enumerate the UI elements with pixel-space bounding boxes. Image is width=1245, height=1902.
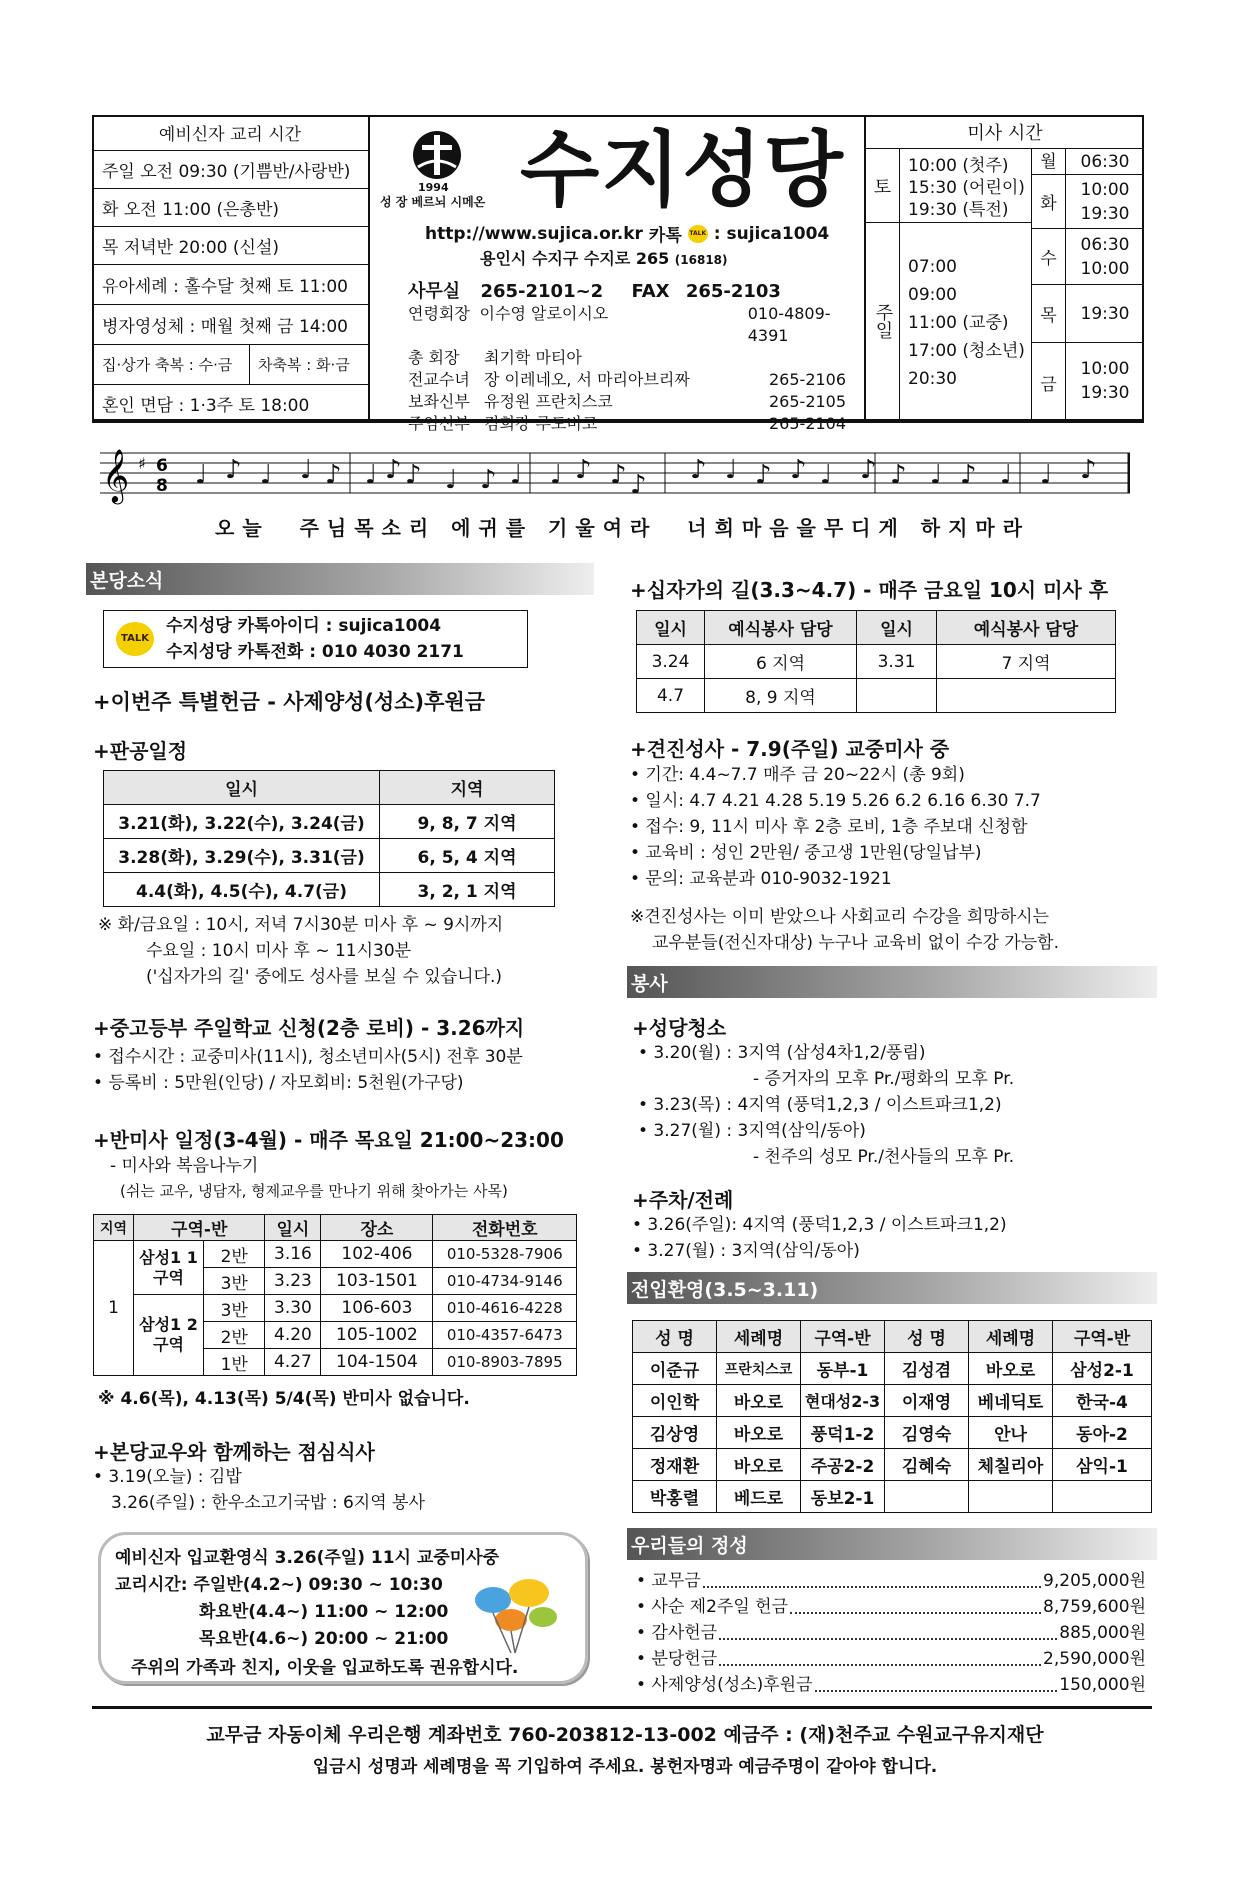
weekday-row	[1032, 285, 1144, 343]
lunch-title: +본당교우와 함께하는 점심식사	[93, 1440, 375, 1464]
sat-label: 토	[866, 149, 900, 223]
info-line: • 3.23(목) : 4지역 (풍덕1,2,3 / 이스트파크1,2)	[638, 1095, 1002, 1115]
district-cell: 한국-4	[1053, 1385, 1152, 1417]
kakao-box	[103, 610, 528, 668]
region-cell	[937, 679, 1116, 713]
svg-text:♩: ♩	[300, 455, 313, 485]
staff-role: 보좌신부	[408, 392, 470, 411]
svg-text:♪: ♪	[860, 455, 877, 485]
staff-phone: 010-4809-4391	[747, 304, 831, 345]
col-header: 일시	[265, 1215, 321, 1241]
mass-time: 10:00	[1080, 180, 1130, 200]
staff-name: 장 이레네오, 서 마리아브리짜	[484, 370, 690, 389]
schedule-row: 목 저녁반 20:00 (신설)	[92, 227, 368, 265]
info-line: • 3.27(월) : 3지역(삼익/동아)	[632, 1241, 860, 1261]
mass-times	[864, 115, 1144, 423]
baptism-cell: 안나	[969, 1417, 1053, 1449]
name-cell: 김혜숙	[885, 1449, 969, 1481]
staff-role: 총 회장	[408, 348, 460, 367]
confirmation-note	[630, 904, 1059, 956]
offering-row	[636, 1646, 1146, 1672]
col-header: 지역	[94, 1215, 134, 1241]
district-cell	[1053, 1481, 1152, 1513]
date-cell: 3.30	[265, 1295, 321, 1322]
time-sig-top: 6	[156, 456, 168, 476]
info-line: • 문의: 교육분과 010-9032-1921	[630, 869, 892, 889]
offering-label: • 사순 제2주일 헌금	[636, 1597, 789, 1617]
svg-text:♩: ♩	[725, 455, 738, 485]
table-row	[94, 1241, 577, 1268]
parish-news-bar: 본당소식	[86, 563, 594, 595]
mass-time: 06:30	[1080, 235, 1130, 255]
blessing-row	[92, 345, 368, 385]
mass-time: 19:30	[1080, 303, 1130, 324]
mass-time: 07:00	[908, 257, 957, 277]
region-cell: 7 지역	[937, 645, 1116, 679]
address-text: 용인시 수지구 수지로 265	[480, 249, 670, 268]
col-header: 성 명	[885, 1321, 969, 1353]
date-cell: 3.16	[265, 1241, 321, 1268]
col-header: 성 명	[633, 1321, 717, 1353]
sun-label: 주일	[866, 223, 900, 419]
staff-phone: 265-2105	[769, 392, 847, 411]
address	[480, 246, 728, 269]
region-cell: 8, 9 지역	[705, 679, 857, 713]
staff-phone: 265-2104	[769, 414, 847, 433]
offering-row	[636, 1594, 1146, 1620]
svg-text:♩: ♩	[930, 460, 943, 490]
sunday-school-info	[93, 1044, 523, 1096]
table-row	[94, 1295, 577, 1322]
info-line: - 증거자의 모후 Pr./평화의 모후 Pr.	[753, 1069, 1015, 1089]
col-header: 예식봉사 담당	[705, 611, 857, 645]
weekday-row	[1032, 343, 1144, 421]
svg-text:♪: ♪	[890, 460, 907, 490]
district-cell: 삼성1 2구역	[134, 1295, 204, 1376]
date-cell: 3.24	[637, 645, 705, 679]
mass-time: 09:00	[908, 285, 957, 305]
weekday-label: 목	[1032, 285, 1066, 342]
info-line: • 기간: 4.4~7.7 매주 금 20~22시 (총 9회)	[630, 765, 965, 785]
phone-cell: 010-5328-7906	[433, 1241, 577, 1268]
table-row	[633, 1353, 1152, 1385]
svg-text:♪: ♪	[480, 465, 497, 495]
zip-code: (16818)	[674, 253, 728, 267]
svg-text:♪: ♪	[575, 455, 592, 485]
patron-saint: 성 장 베르뇌 시메온	[380, 195, 486, 209]
col-header: 구역-반	[134, 1215, 265, 1241]
cleaning-title: +성당청소	[632, 1016, 727, 1040]
svg-text:♪: ♪	[405, 460, 422, 490]
offering-row	[636, 1672, 1146, 1698]
offering-label: • 사제양성(성소)후원금	[636, 1675, 813, 1695]
mass-time: 10:00 (첫주)	[908, 156, 1009, 176]
kakao-id: : sujica1004	[713, 223, 830, 244]
welcome-line: 목요반(4.6~) 20:00 ~ 21:00	[199, 1629, 449, 1649]
mass-time: 19:30	[1080, 383, 1130, 403]
table-row	[637, 645, 1116, 679]
region-cell: 6, 5, 4 지역	[380, 839, 555, 873]
mass-time: 10:00	[1080, 259, 1130, 279]
name-cell: 김성겸	[885, 1353, 969, 1385]
weekday-row	[1032, 149, 1144, 175]
welcome-line: 주위의 가족과 친지, 이웃을 입교하도록 권유합시다.	[131, 1658, 519, 1678]
weekday-label: 금	[1032, 343, 1066, 421]
svg-text:♩: ♩	[445, 465, 458, 495]
founding-year: 1994	[418, 181, 449, 194]
date-cell: 3.23	[265, 1268, 321, 1295]
staff-row	[408, 347, 864, 369]
info-line: • 접수시간 : 교중미사(11시), 청소년미사(5시) 전후 30분	[93, 1047, 523, 1067]
region-cell: 3, 2, 1 지역	[380, 873, 555, 907]
col-header: 일시	[857, 611, 937, 645]
ban-mass-title: +반미사 일정(3-4월) - 매주 목요일 21:00~23:00	[93, 1128, 564, 1152]
saturday-mass	[866, 149, 1032, 223]
confession-notes	[98, 912, 503, 990]
schedule-row: 화 오전 11:00 (은총반)	[92, 189, 368, 227]
date-cell: 4.7	[637, 679, 705, 713]
confession-table	[103, 770, 555, 907]
region-cell: 6 지역	[705, 645, 857, 679]
staff-role: 연령회장	[408, 304, 470, 323]
svg-text:♪: ♪	[755, 460, 772, 490]
weekday-label: 월	[1032, 149, 1066, 174]
info-line: • 3.20(월) : 3지역 (삼성4차1,2/풍림)	[638, 1043, 926, 1063]
date-cell	[857, 679, 937, 713]
offering-amount: 2,590,000원	[1043, 1649, 1146, 1669]
ban-cell: 3반	[204, 1295, 265, 1322]
info-line: - 천주의 성모 Pr./천사들의 모후 Pr.	[753, 1147, 1015, 1167]
col-header: 세례명	[969, 1321, 1053, 1353]
date-cell: 3.28(화), 3.29(수), 3.31(금)	[104, 839, 380, 873]
mass-time: 17:00 (청소년)	[908, 341, 1025, 361]
sunday-mass	[866, 223, 1032, 419]
ban-mass-sub: (쉬는 교우, 냉담자, 형제교우를 만나기 위해 찾아가는 사목)	[120, 1182, 508, 1200]
mass-time: 15:30 (어린이)	[908, 178, 1025, 198]
offerings-list	[636, 1568, 1146, 1698]
mass-time: 19:30	[1080, 204, 1130, 224]
district-cell: 삼성2-1	[1053, 1353, 1152, 1385]
staff-list	[408, 303, 864, 435]
region-cell: 1	[94, 1241, 134, 1376]
table-row	[637, 679, 1116, 713]
staff-phone: 265-2106	[769, 370, 847, 389]
staff-role: 전교수녀	[408, 370, 470, 389]
table-row	[104, 873, 555, 907]
district-cell: 삼익-1	[1053, 1449, 1152, 1481]
sunday-school-title: +중고등부 주일학교 신청(2층 로비) - 3.26까지	[93, 1016, 525, 1040]
stations-table	[636, 610, 1116, 713]
phone-cell: 010-4734-9146	[433, 1268, 577, 1295]
name-cell: 김상영	[633, 1417, 717, 1449]
baptism-cell	[969, 1481, 1053, 1513]
offerings-bar: 우리들의 정성	[627, 1528, 1157, 1560]
baptism-cell: 바오로	[717, 1385, 801, 1417]
svg-text:♪: ♪	[385, 455, 402, 485]
kakao-id-line: 수지성당 카톡아이디 : sujica1004	[166, 616, 442, 636]
note-line: ※ 화/금요일 : 10시, 저녁 7시30분 미사 후 ~ 9시까지	[98, 915, 504, 935]
fax-label: FAX	[631, 281, 670, 302]
offering-row	[636, 1620, 1146, 1646]
date-cell: 4.27	[265, 1349, 321, 1376]
newcomer-table	[632, 1320, 1152, 1513]
special-collection: +이번주 특별헌금 - 사제양성(성소)후원금	[93, 690, 486, 714]
ban-cell: 2반	[204, 1241, 265, 1268]
footer-note: 입금시 성명과 세례명을 꼭 기입하여 주세요. 봉헌자명과 예금주명이 같아야 합니다.	[312, 1757, 938, 1777]
svg-text:♪: ♪	[325, 460, 342, 490]
name-cell: 박홍렬	[633, 1481, 717, 1513]
svg-text:♪: ♪	[630, 470, 647, 500]
baptism-cell: 바오로	[717, 1417, 801, 1449]
staff-row	[408, 413, 864, 435]
info-line: • 등록비 : 5만원(인당) / 자모회비: 5천원(가구당)	[93, 1073, 464, 1093]
weekday-row	[1032, 175, 1144, 229]
kakao-icon: TALK	[688, 225, 708, 243]
sharp-icon: ♯	[138, 454, 146, 473]
svg-text:♩: ♩	[195, 460, 208, 490]
place-cell: 104-1504	[321, 1349, 433, 1376]
district-cell: 동보2-1	[801, 1481, 885, 1513]
offering-amount: 8,759,600원	[1043, 1597, 1146, 1617]
sat-times	[908, 155, 1025, 221]
staff-name: 이수영 알로이시오	[479, 304, 609, 323]
district-cell: 주공2-2	[801, 1449, 885, 1481]
offering-label: • 감사헌금	[636, 1623, 718, 1643]
table-row	[104, 805, 555, 839]
name-cell	[885, 1481, 969, 1513]
office-phone: 265-2101~2	[480, 281, 604, 302]
weekday-label: 수	[1032, 229, 1066, 284]
music-staff	[100, 445, 1130, 505]
district-cell: 삼성1 1구역	[134, 1241, 204, 1295]
welcome-line: 화요반(4.4~) 11:00 ~ 12:00	[199, 1602, 449, 1622]
table-row	[104, 839, 555, 873]
svg-text:♪: ♪	[790, 455, 807, 485]
date-cell: 3.21(화), 3.22(수), 3.24(금)	[104, 805, 380, 839]
svg-text:♩: ♩	[550, 460, 563, 490]
note-line: 교우분들(전신자대상) 누구나 교육비 없이 수강 가능함.	[652, 933, 1059, 953]
col-header: 세례명	[717, 1321, 801, 1353]
col-header: 지역	[380, 771, 555, 805]
catechism-schedule	[92, 115, 370, 423]
stations-title: +십자가의 길(3.3~4.7) - 매주 금요일 10시 미사 후	[630, 578, 1109, 602]
svg-text:♪: ♪	[690, 455, 707, 485]
mass-time: 20:30	[908, 369, 957, 389]
fax-number: 265-2103	[685, 281, 781, 302]
district-cell: 풍덕1-2	[801, 1417, 885, 1449]
col-header: 구역-반	[1053, 1321, 1152, 1353]
mass-time: 11:00 (교중)	[908, 313, 1009, 333]
table-row	[633, 1481, 1152, 1513]
col-header: 예식봉사 담당	[937, 611, 1116, 645]
svg-text:♩: ♩	[260, 460, 273, 490]
confession-title: +판공일정	[93, 739, 188, 763]
offering-label: • 교무금	[636, 1571, 701, 1591]
col-header: 장소	[321, 1215, 433, 1241]
music-lyrics: 오늘 주님목소리 에귀를 기울여라 너희마음을무디게 하지마라	[215, 516, 1031, 540]
info-line: • 접수: 9, 11시 미사 후 2층 로비, 1층 주보대 신청함	[630, 817, 1028, 837]
welcome-line: 예비신자 입교환영식 3.26(주일) 11시 교중미사중	[115, 1548, 499, 1568]
staff-row	[408, 369, 864, 391]
contact-line	[425, 221, 829, 246]
ban-mass-table	[93, 1214, 577, 1376]
col-header: 전화번호	[433, 1215, 577, 1241]
confirmation-title: +견진성사 - 7.9(주일) 교중미사 중	[630, 737, 950, 761]
footer-divider	[92, 1706, 1152, 1709]
baptism-cell: 프란치스코	[717, 1353, 801, 1385]
ban-cell: 1반	[204, 1349, 265, 1376]
phone-cell: 010-4616-4228	[433, 1295, 577, 1322]
col-header: 일시	[104, 771, 380, 805]
website-link[interactable]: http://www.sujica.or.kr	[425, 223, 643, 244]
schedule-row: 주일 오전 09:30 (기쁨반/사랑반)	[92, 151, 368, 189]
svg-text:♪: ♪	[960, 460, 977, 490]
baptism-cell: 바오로	[717, 1449, 801, 1481]
region-cell: 9, 8, 7 지역	[380, 805, 555, 839]
date-cell: 3.31	[857, 645, 937, 679]
staff-row	[408, 303, 864, 347]
note-line: 수요일 : 10시 미사 후 ~ 11시30분	[146, 941, 412, 961]
col-header: 일시	[637, 611, 705, 645]
weekday-mass	[1032, 149, 1144, 421]
date-cell: 4.4(화), 4.5(수), 4.7(금)	[104, 873, 380, 907]
district-cell: 동부-1	[801, 1353, 885, 1385]
staff-row	[408, 391, 864, 413]
info-line: • 교육비 : 성인 2만원/ 중고생 1만원(당일납부)	[630, 843, 982, 863]
table-row	[633, 1449, 1152, 1481]
weekday-label: 화	[1032, 175, 1066, 228]
time-sig-bottom: 8	[156, 476, 168, 496]
welcome-line	[115, 1570, 443, 1595]
table-row	[633, 1385, 1152, 1417]
car-blessing: 차축복 : 화·금	[258, 356, 350, 374]
staff-role: 주임신부	[408, 414, 470, 433]
district-cell: 현대성2-3	[801, 1385, 885, 1417]
baptism-cell: 바오로	[969, 1353, 1053, 1385]
newcomer-bar: 전입환영(3.5~3.11)	[627, 1272, 1157, 1304]
house-blessing: 집·상가 축복 : 수·금	[92, 345, 250, 384]
district-cell: 동아-2	[1053, 1417, 1152, 1449]
schedule-row: 혼인 면담 : 1·3주 토 18:00	[102, 395, 310, 416]
staff-name: 유정원 프란치스코	[484, 392, 613, 411]
church-name: 수지성당	[520, 122, 845, 218]
baptism-cell: 베드로	[717, 1481, 801, 1513]
info-line: 3.26(주일) : 한우소고기국밥 : 6지역 봉사	[111, 1493, 425, 1513]
treble-clef-icon: 𝄞	[102, 448, 130, 502]
name-cell: 정재환	[633, 1449, 717, 1481]
ban-cell: 3반	[204, 1268, 265, 1295]
staff-name: 김희강 루도비코	[484, 414, 598, 433]
phone-cell: 010-4357-6473	[433, 1322, 577, 1349]
ban-mass-note: ※ 4.6(목), 4.13(목) 5/4(목) 반미사 없습니다.	[98, 1389, 470, 1409]
class-time: 주일반(4.2~) 09:30 ~ 10:30	[193, 1575, 443, 1595]
church-info	[370, 115, 864, 433]
phone-cell: 010-8903-7895	[433, 1349, 577, 1376]
class-label: 교리시간:	[115, 1575, 188, 1595]
mass-time: 10:00	[1080, 359, 1130, 379]
svg-text:♪: ♪	[1080, 455, 1097, 485]
offering-row	[636, 1568, 1146, 1594]
parking-title: +주차/전례	[632, 1188, 734, 1212]
offering-label: • 분당헌금	[636, 1649, 718, 1669]
schedule-row: 유아세례 : 홀수달 첫째 토 11:00	[92, 265, 368, 305]
kakao-label: 카톡	[648, 226, 682, 246]
weekday-row	[1032, 229, 1144, 285]
cleaning-info	[638, 1040, 1014, 1170]
name-cell: 김영숙	[885, 1417, 969, 1449]
staff-name: 최기학 마티아	[484, 348, 582, 367]
offering-amount: 9,205,000원	[1043, 1571, 1146, 1591]
mass-time: 19:30 (특전)	[908, 200, 1009, 220]
sun-times	[908, 253, 1025, 393]
name-cell: 이인학	[633, 1385, 717, 1417]
baptism-cell: 베네딕토	[969, 1385, 1053, 1417]
offering-amount: 885,000원	[1059, 1623, 1146, 1643]
welcome-box	[98, 1532, 588, 1684]
date-cell: 4.20	[265, 1322, 321, 1349]
ban-cell: 2반	[204, 1322, 265, 1349]
kakao-talk-icon: TALK	[116, 622, 154, 656]
ban-mass-sub: - 미사와 복음나누기	[110, 1156, 259, 1176]
info-line: • 3.27(월) : 3지역(삼익/동아)	[638, 1121, 866, 1141]
info-line: • 3.19(오늘) : 김밥	[93, 1467, 242, 1487]
confirmation-info	[630, 762, 1041, 892]
svg-text:♩: ♩	[1040, 460, 1053, 490]
info-line: • 일시: 4.7 4.21 4.28 5.19 5.26 6.2 6.16 6.30 7.7	[630, 791, 1041, 811]
place-cell: 105-1002	[321, 1322, 433, 1349]
place-cell: 106-603	[321, 1295, 433, 1322]
schedule-row: 병자영성체 : 매월 첫째 금 14:00	[92, 305, 368, 345]
office-label: 사무실	[408, 281, 461, 302]
note-line: ※견진성사는 이미 받았으나 사회교리 수강을 희망하시는	[630, 907, 1049, 927]
kakao-phone-line: 수지성당 카톡전화 : 010 4030 2171	[166, 642, 464, 662]
table-row	[633, 1417, 1152, 1449]
svg-text:♪: ♪	[610, 460, 627, 490]
svg-text:♪: ♪	[225, 455, 242, 485]
note-line: ('십자가의 길' 중에도 성사를 보실 수 있습니다.)	[146, 967, 503, 987]
baptism-cell: 체칠리아	[969, 1449, 1053, 1481]
mass-title: 미사 시간	[866, 115, 1144, 149]
speech-bubbles-icon	[471, 1575, 566, 1655]
place-cell: 102-406	[321, 1241, 433, 1268]
svg-text:♩: ♩	[820, 460, 833, 490]
svg-text:♩: ♩	[510, 460, 523, 490]
lunch-info	[93, 1464, 425, 1516]
office-line	[408, 277, 781, 303]
info-line: • 3.26(주일): 4지역 (풍덕1,2,3 / 이스트파크1,2)	[632, 1215, 1007, 1235]
parking-info	[632, 1212, 1007, 1264]
offering-amount: 150,000원	[1059, 1675, 1146, 1695]
service-bar: 봉사	[627, 966, 1157, 998]
footer-account: 교무금 자동이체 우리은행 계좌번호 760-203812-13-002 예금주 : (재)천주교 수원교구유지재단	[206, 1724, 1044, 1746]
catechism-title: 예비신자 교리 시간	[92, 115, 368, 151]
svg-text:♩: ♩	[365, 460, 378, 490]
name-cell: 이재영	[885, 1385, 969, 1417]
church-logo-icon	[412, 127, 462, 183]
col-header: 구역-반	[801, 1321, 885, 1353]
place-cell: 103-1501	[321, 1268, 433, 1295]
svg-text:♩: ♩	[1000, 460, 1013, 490]
name-cell: 이준규	[633, 1353, 717, 1385]
mass-time: 06:30	[1080, 152, 1130, 172]
